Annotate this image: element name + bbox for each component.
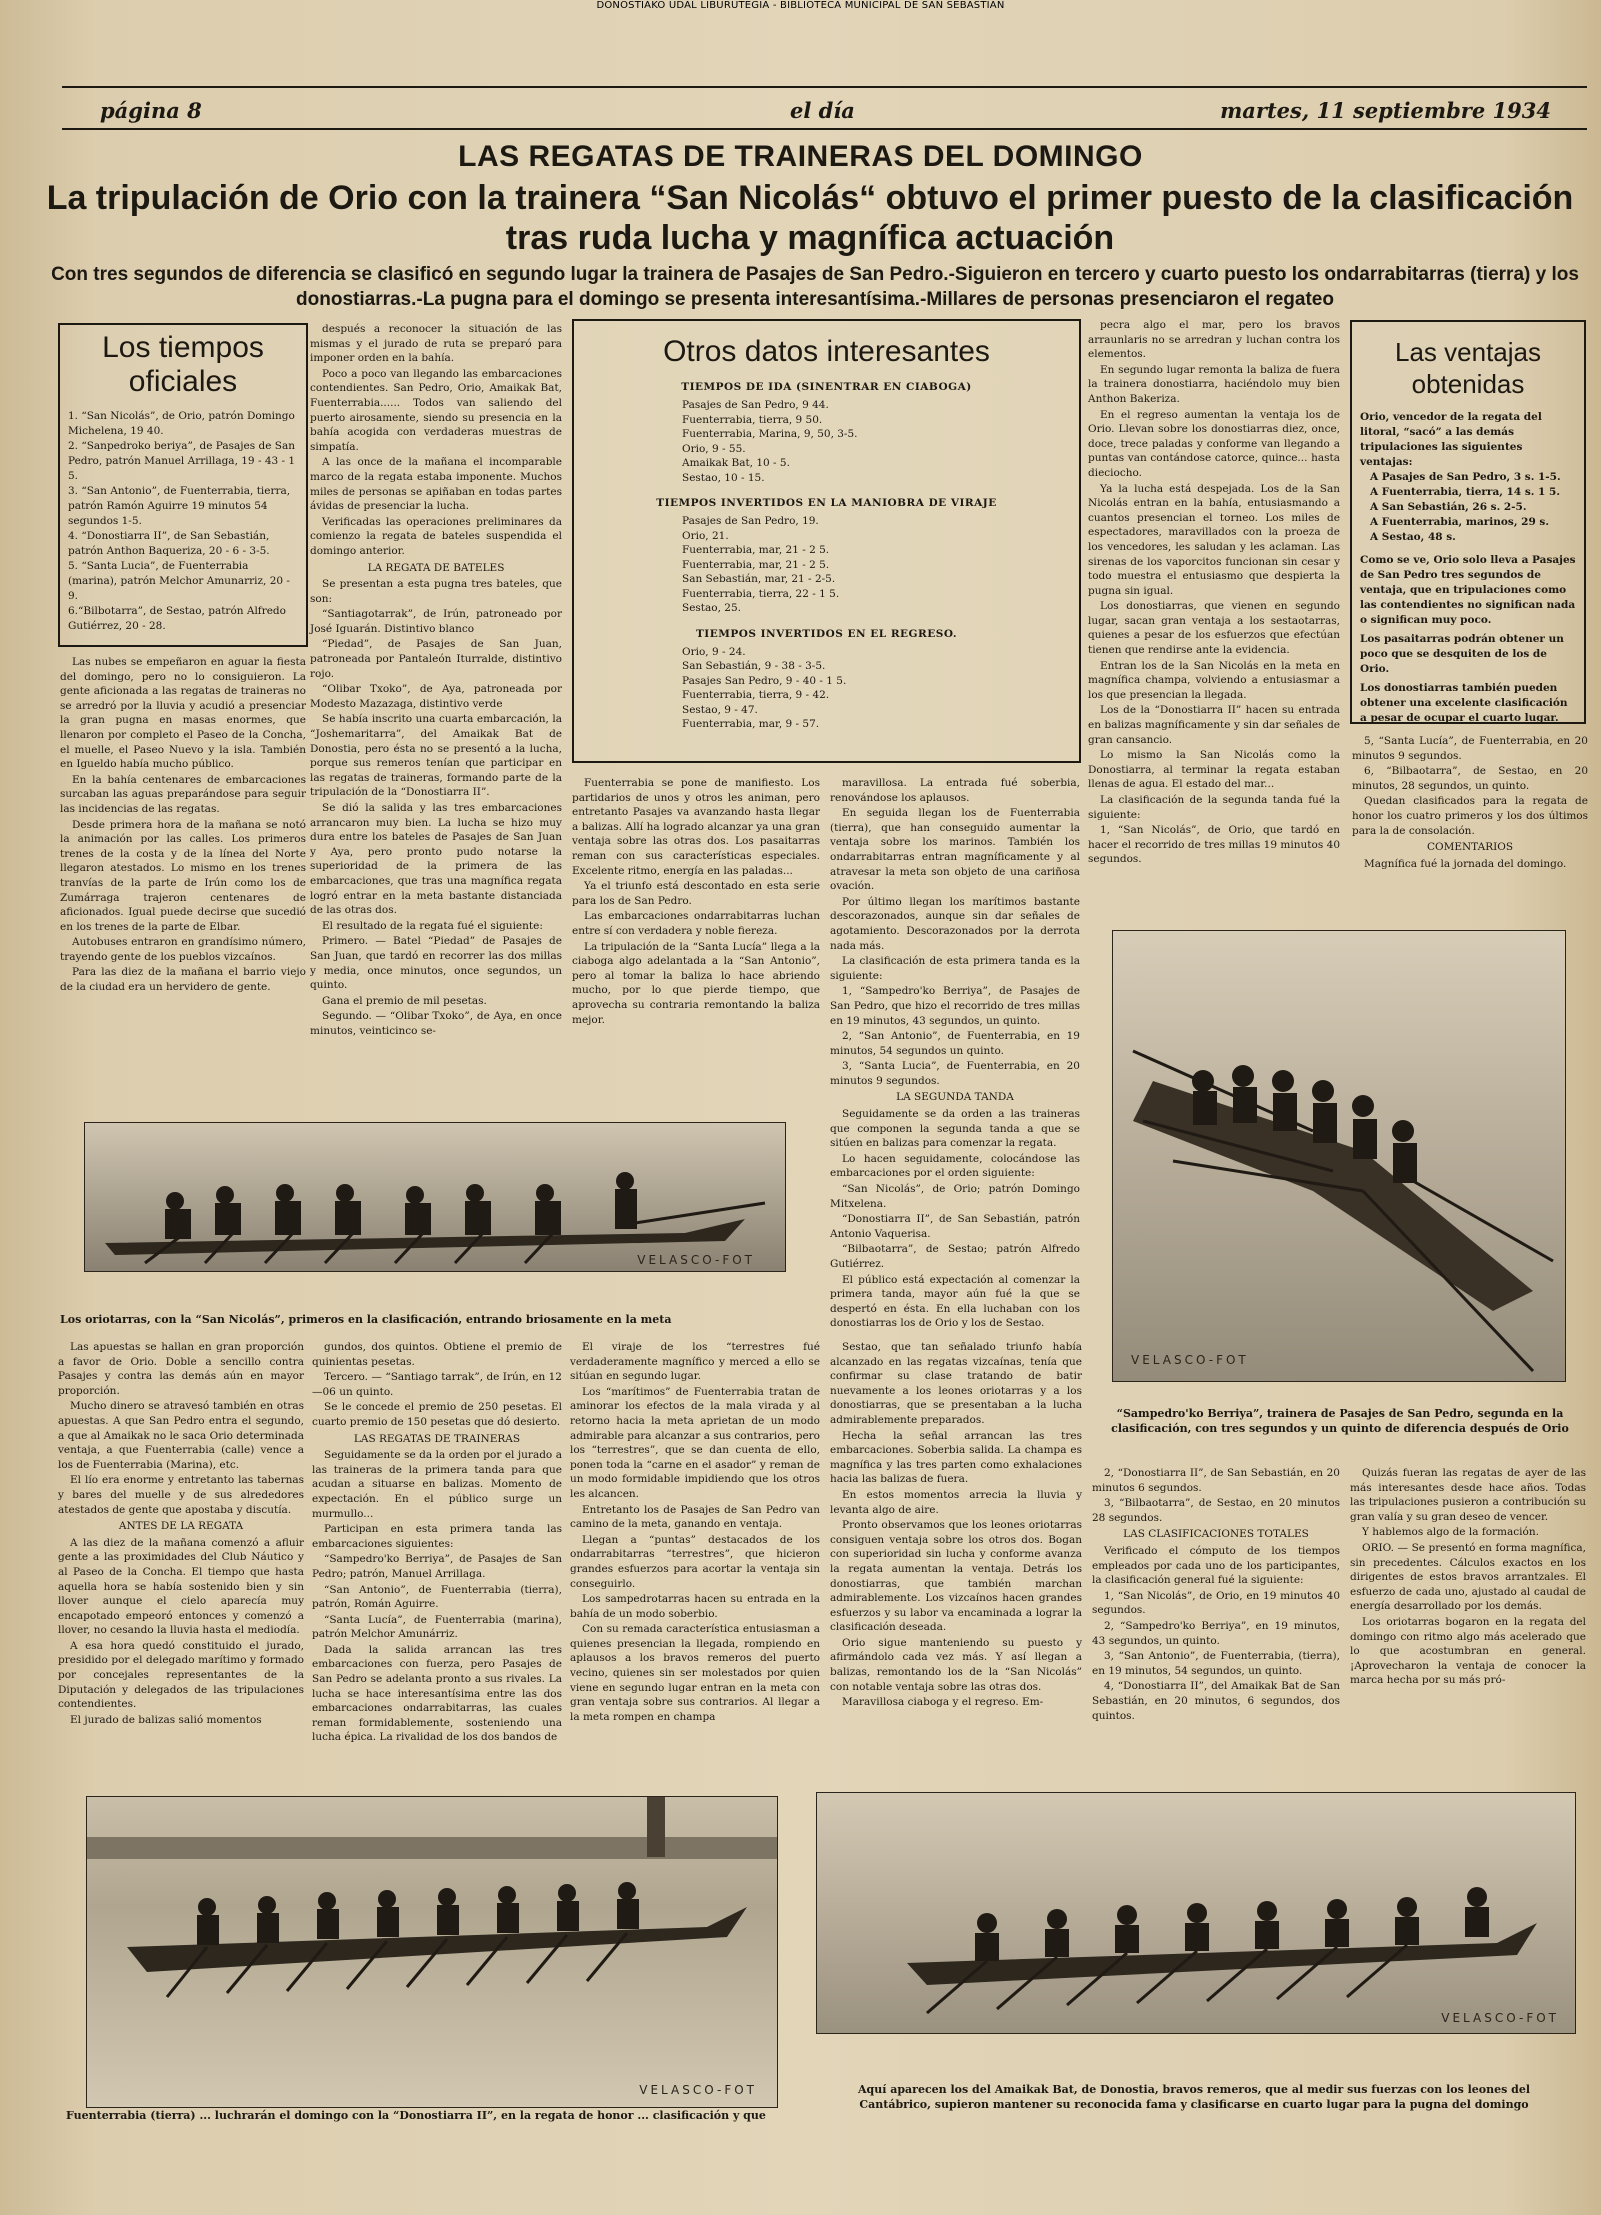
paragraph: 2, “Sampedro'ko Berriya”, en 19 minutos, 43 segundos, un quinto. <box>1092 1619 1340 1647</box>
paragraph: Desde primera hora de la mañana se notó la animación por las calles. Los primeros trenes de la costa y de la línea del Norte llegaron atestados. Lo mismo en los trenes tranvías de la parte de Irún como los de Zumárraga trajeron centenares de aficionados. Igual puede decirse que sucedió en los trenes de la parte de Elbar. <box>60 818 306 933</box>
paragraph: Lo mismo la San Nicolás como la Donostiarra, al terminar la regata estaban llenas de agua. El estado del mar... <box>1088 749 1340 791</box>
tiempos-entry: 1. “San Nicolás”, de Orio, patrón Domingo Michelena, 19 40. <box>68 410 295 437</box>
paragraph: ORIO. — Se presentó en forma magnífica, sin precedentes. Cálculos exactos en los dirigentes de estos bravos arrantzales. El esfuerzo de cada uno, ajustado al caudal de energía desarrollado por los demás. <box>1350 1541 1586 1613</box>
otros-row: Orio, 9 - 55. <box>682 442 746 455</box>
paragraph: maravillosa. La entrada fué soberbia, renovándose los aplausos. <box>830 777 1080 804</box>
paragraph: Las nubes se empeñaron en aguar la fiesta del domingo, pero no lo consiguieron. La gente aficionada a las regatas de traineras no se arredró por la lluvia y acudió a presenciar la gran pugna en masas enormes, que llenaron por completo el Paseo de la Concha, el muelle, el Paseo Nuevo y la isla. También en Igueldo había mucho público. <box>60 656 306 771</box>
ventajas-row: A San Sebastián, 26 s. 2-5. <box>1370 501 1527 513</box>
paragraph: Maravillosa ciaboga y el regreso. Em- <box>842 1696 1044 1709</box>
paragraph: 4, “Donostiarra II”, del Amaikak Bat de San Sebastián, en 20 minutos, 6 segundos, dos quintos. <box>1092 1680 1340 1722</box>
paragraph: “Santiagotarrak”, de Irún, patroneado por José Iguarán. Distintivo blanco <box>310 608 562 635</box>
subheadline: Con tres segundos de diferencia se clasificó en segundo lugar la trainera de Pasajes de San Pedro.-Siguieron en tercero y cuarto puesto los ondarrabitarras (tierra) y los donostiarras.-La pugna para el domingo se presenta interesantísima.-Millares de personas presenciaron el regateo <box>51 264 1579 310</box>
lower-column-2 <box>312 1340 562 1746</box>
paragraph: Hecha la señal arrancan las tres embarcaciones. Soberbia salida. La champa es magnífica y las tres parten como exhalaciones hacia las balizas de fuera. <box>830 1429 1082 1486</box>
header-rule-top <box>62 86 1587 88</box>
rowing-photo-sampedro <box>1113 931 1565 1381</box>
column-2 <box>310 322 562 1040</box>
otros-section-ida: TIEMPOS DE IDA (SINENTRAR EN CIABOGA) <box>681 381 972 393</box>
paragraph: El viraje de los “terrestres fué verdaderamente magnífico y merced a ello se sitúan en segundo lugar. <box>570 1341 820 1383</box>
paragraph: “Bilbaotarra”, de Sestao; patrón Alfredo Gutiérrez. <box>830 1243 1080 1270</box>
paragraph: “Santa Lucía”, de Fuenterrabia (marina), patrón Melchor Amunárriz. <box>312 1613 562 1641</box>
photographer-signature: VELASCO-FOT <box>1131 1353 1249 1367</box>
paragraph: Tercero. — “Santiago tarrak”, de Irún, en 12—06 un quinto. <box>312 1371 562 1398</box>
caption-orio: Los oriotarras, con la “San Nicolás”, primeros en la clasificación, entrando briosamente en la meta <box>60 1313 672 1326</box>
tiempos-oficiales-box <box>58 323 308 647</box>
paragraph: 6, “Bilbaotarra”, de Sestao, en 20 minutos, 28 segundos, un quinto. <box>1352 765 1588 792</box>
paragraph: En seguida llegan los de Fuenterrabia (tierra), que han conseguido aumentar la ventaja sobre los marinos. También los ondarrabitarras entran magníficamente y al atravesar la meta son objeto de una cariñosa ovación. <box>830 807 1080 893</box>
otros-row: Fuenterrabia, tierra, 22 - 1 5. <box>682 587 840 600</box>
paragraph: El jurado de balizas salió momentos <box>70 1713 262 1726</box>
paragraph: Llegan a “puntas” destacados de los ondarrabitarras “terrestres”, que hicieron grandes esfuerzos para acortar la ventaja sin conseguirlo. <box>570 1533 820 1590</box>
photo-amaikak-bat-trainera <box>816 1792 1576 2034</box>
paragraph: En estos momentos arrecia la lluvia y levanta algo de aire. <box>830 1488 1082 1516</box>
paragraph: Los oriotarras bogaron en la regata del domingo con ritmo algo más acelerado que lo que acostumbran en general. ¡Aprovecharon la ventaja de conocer la marca hecha por su más pró- <box>1350 1615 1586 1687</box>
paragraph: Quizás fueran las regatas de ayer de las más interesantes desde hace años. Todas las tripulaciones pusieron a contribución su gran valía y su gran deseo de vencer. <box>1350 1467 1586 1523</box>
paragraph: Por último llegan los marítimos bastante descorazonados, aunque sin dar señales de agotamiento. Descorazonados por la derrota nada más. <box>830 895 1080 952</box>
paragraph: Se presentan a esta pugna tres bateles, que son: <box>310 578 562 605</box>
paragraph: Mucho dinero se atravesó también en otras apuestas. A que San Pedro entra el segundo, a que al Amaikak no le saca Orio determinada ventaja, a que Fuenterrabia (calle) vence a los de Fuenterrabia (Marina), etc. <box>58 1400 304 1471</box>
ventajas-row: A Pasajes de San Pedro, 3 s. 1-5. <box>1370 471 1561 483</box>
otros-section-regreso: TIEMPOS INVERTIDOS EN EL REGRESO. <box>695 627 958 640</box>
paragraph: El lío era enorme y entretanto las tabernas y bares del muelle y de sus alrededores atestados de gente que apostaba y discutía. <box>58 1474 304 1516</box>
paragraph: Lo hacen seguidamente, colocándose las embarcaciones por el orden siguiente: <box>830 1152 1080 1180</box>
paragraph: Se había inscrito una cuarta embarcación, la “Joshemaritarra”, del Amaikak Bat de Donostia, pero ésta no se presentó a la lucha, porque sus remeros tenían que participar en las regatas de traineras, formando parte de la tripulación de la “Donostiarra II”. <box>310 713 562 799</box>
photo-orio-trainera <box>84 1122 786 1272</box>
paragraph: Los “marítimos” de Fuenterrabia tratan de aminorar los efectos de la mala virada y al retorno hacia la meta aprietan de un modo admirable para alcanzar a sus contrarios, pero los “terrestres”, que se dan cuenta de ello, ponen toda la “carne en el asador” y reman de un modo formidable impidiendo que los otros les alcancen. <box>570 1385 820 1500</box>
ventajas-intro: Orio, vencedor de la regata del litoral, “sacó” a las demás tripulaciones las siguientes ventajas: <box>1360 411 1542 468</box>
paragraph: Seguidamente se da orden a las traineras que componen la segunda tanda a que se sitúen en balizas para comenzar la regata. <box>830 1108 1080 1150</box>
paragraph: “San Antonio”, de Fuenterrabia (tierra), patrón, Román Aguirre. <box>312 1583 562 1611</box>
section-heading: ANTES DE LA REGATA <box>118 1520 244 1533</box>
paragraph: Seguidamente se da la orden por el jurado a las traineras de la primera tanda para que acudan a situarse en balizas. Momento de expectación. En el público surge un murmullo... <box>312 1449 562 1520</box>
paragraph: “Sampedro'ko Berriya”, de Pasajes de San Pedro; patrón, Manuel Arrillaga. <box>312 1553 562 1580</box>
otros-title: Otros datos interesantes <box>663 335 990 368</box>
paragraph: Los sampedrotarras hacen su entrada en la bahía de un modo soberbio. <box>570 1593 820 1620</box>
paragraph: Fuenterrabia se pone de manifiesto. Los partidarios de unos y otros les animan, pero entretanto Pasajes va avanzando hasta llegar a balizas. Allí ha logrado alcanzar ya una gran ventaja sobre las otras dos. Los pasaitarras reman con sus características especiales. Excelente ritmo, energía en las paladas... <box>572 777 820 877</box>
otros-row: Sestao, 10 - 15. <box>682 471 765 484</box>
paragraph: El resultado de la regata fué el siguiente: <box>322 919 543 932</box>
photographer-signature: VELASCO-FOT <box>639 2083 757 2097</box>
photographer-signature: VELASCO-FOT <box>1441 2011 1559 2025</box>
paragraph: 1, “Sampedro'ko Berriya”, de Pasajes de San Pedro, que hizo el recorrido de tres millas en 19 minutos, 43 segundos, un quinto. <box>830 985 1080 1027</box>
otros-row: Fuenterrabia, tierra, 9 - 42. <box>682 689 830 701</box>
rowing-photo-orio <box>85 1123 785 1271</box>
otros-row: Fuenterrabia, mar, 21 - 2 5. <box>682 544 830 556</box>
header-rule-bottom <box>62 128 1587 130</box>
paragraph: Gana el premio de mil pesetas. <box>322 994 487 1007</box>
ventajas-box <box>1350 320 1586 724</box>
lower-column-5 <box>1092 1466 1340 1724</box>
paragraph: Se dió la salida y las tres embarcaciones arrancaron muy bien. La lucha se hizo muy dura entre los bateles de Pasajes de San Juan y Aya, pero pronto pudo notarse la superioridad de la primera de las embarcaciones, que tras una magnífica regata logró entrar en la meta bastante distanciada de las otras dos. <box>310 802 562 917</box>
paragraph: Segundo. — “Olibar Txoko”, de Aya, en once minutos, veinticinco se- <box>310 1010 562 1037</box>
paragraph: después a reconocer la situación de las mismas y el jurado de ruta se preparó para imponer orden en la bahía. <box>310 323 562 365</box>
section-heading: LAS REGATAS DE TRAINERAS <box>353 1432 521 1445</box>
paragraph: La clasificación de la segunda tanda fué la siguiente: <box>1088 794 1340 821</box>
otros-row: Amaikak Bat, 10 - 5. <box>682 457 790 469</box>
otros-row: San Sebastián, 9 - 38 - 3-5. <box>682 660 826 672</box>
otros-row: Fuenterrabia, mar, 21 - 2 5. <box>682 558 830 571</box>
paragraph: Orio sigue manteniendo su puesto y afirmándolo cada vez más. Y así llegan a balizas, remontando los de la “San Nicolás” con notable ventaja sobre las otras dos. <box>830 1636 1082 1693</box>
tiempos-title: Los tiempos oficiales <box>102 331 264 398</box>
section-heading: LA REGATA DE BATELES <box>367 561 505 574</box>
kicker-headline: LAS REGATAS DE TRAINERAS DEL DOMINGO <box>458 140 1143 173</box>
paragraph: 1, “San Nicolás”, de Orio, que tardó en hacer el recorrido de tres millas 19 minutos 40 segundos. <box>1088 824 1340 866</box>
paragraph: A las once de la mañana el incomparable marco de la regata estaba imponente. Muchos miles de personas se apiñaban en todas partes ávidas de presenciar la lucha. <box>310 456 562 513</box>
paragraph: Ya la lucha está despejada. Los de la San Nicolás entran en la bahía, entusiasmando a cuantos presencian el torneo. Los miles de espectadores, maravillados con la proeza de los vencedores, les saludan y les aclaman. Las sirenas de los vaporcitos funcionan sin cesar y todo muestra el entusiasmo que despierta la pugna sin igual. <box>1088 482 1340 597</box>
paragraph: Autobuses entraron en grandísimo número, trayendo gente de los pueblos vizcaínos. <box>60 936 306 963</box>
tiempos-entry: 5. “Santa Lucia”, de Fuenterrabia (marina), patrón Melchor Amunarriz, 20 - 9. <box>68 560 290 602</box>
paragraph: 5, “Santa Lucía”, de Fuenterrabia, en 20 minutos 9 segundos. <box>1352 735 1588 762</box>
paragraph: Poco a poco van llegando las embarcaciones contendientes. San Pedro, Orio, Amaikak Bat, Fuenterrabia...... Todos van saliendo del puerto airosamente, siendo su presencia en la bahía acogida con verdaderas muestras de simpatía. <box>310 367 562 453</box>
paragraph: La clasificación de esta primera tanda es la siguiente: <box>830 955 1080 982</box>
paragraph: El público está expectación al comenzar la primera tanda, mayor aún fué la que se despertó en ésta. En ella luchaban con los donostiarras los de Orio y los de Sestao. <box>830 1273 1080 1330</box>
otros-row: Pasajes San Pedro, 9 - 40 - 1 5. <box>682 674 847 687</box>
page-number: página 8 <box>100 98 202 123</box>
column-1 <box>60 655 306 996</box>
caption-sampedro: “Sampedro'ko Berriya”, trainera de Pasajes de San Pedro, segunda en la clasificación, con tres segundos y un quinto de diferencia después de Orio <box>1111 1407 1569 1435</box>
otros-row: Fuenterrabia, tierra, 9 50. <box>682 413 823 426</box>
paragraph: Las apuestas se hallan en gran proporción a favor de Orio. Doble a sencillo contra Pasajes y contra las demás aún en mayor proporción. <box>58 1341 304 1397</box>
paragraph: 2, “Donostiarra II”, de San Sebastián, en 20 minutos 6 segundos. <box>1092 1467 1340 1494</box>
column-5 <box>1088 318 1340 868</box>
paragraph: Verificadas las operaciones preliminares da comienzo la regata de bateles suspendida el domingo anterior. <box>310 515 562 557</box>
ventajas-paragraph: Los donostiarras también pueden obtener una excelente clasificación a pesar de ocupar el cuarto lugar. <box>1360 682 1568 724</box>
otros-datos-box <box>572 319 1081 763</box>
tiempos-entry: 3. “San Antonio”, de Fuenterrabia, tierra, patrón Ramón Aguirre 19 minutos 54 segundos 1-5. <box>68 485 291 527</box>
lower-column-1 <box>58 1340 304 1728</box>
paragraph: “Olibar Txoko”, de Aya, patroneada por Modesto Mazazaga, distintivo verde <box>310 683 562 710</box>
otros-row: Sestao, 25. <box>682 602 741 614</box>
paragraph: Entretanto los de Pasajes de San Pedro van camino de la meta, ganando en ventaja. <box>570 1503 820 1531</box>
ventajas-title: Las ventajas obtenidas <box>1395 337 1541 399</box>
ventajas-row: A Sestao, 48 s. <box>1370 531 1456 543</box>
paragraph: Participan en esta primera tanda las embarcaciones siguientes: <box>312 1523 562 1550</box>
column-4 <box>830 776 1080 1332</box>
paragraph: En el regreso aumentan la ventaja los de Orio. Llevan sobre los donostiarras diez, once, doce, trece paladas y conforme van llegando a puntas van contándose catorce, quince... hasta dieciocho. <box>1088 408 1340 479</box>
paragraph: 2, “San Antonio”, de Fuenterrabia, en 19 minutos, 54 segundos un quinto. <box>830 1030 1080 1057</box>
newspaper-name: el día <box>790 98 855 123</box>
column-6 <box>1352 734 1588 872</box>
paragraph: A las diez de la mañana comenzó a afluir gente a las proximidades del Club Náutico y al Paseo de la Concha. El tiempo que hasta aquella hora se había sostenido bien y sin llover aunque el cielo aparecía muy encapotado empeoró entonces y comenzó a llover, no cesando la lluvia hasta el mediodía. <box>58 1536 304 1637</box>
paragraph: La tripulación de la “Santa Lucía” llega a la ciaboga algo adelantada a la “San Antonio”, pero al tomar la baliza lo hace abriendo mucho, por lo que pierde tiempo, que aprovecha su contraria remontando la baliza mejor. <box>572 940 820 1026</box>
library-watermark: DONOSTIAKO UDAL LIBURUTEGIA - BIBLIOTECA MUNICIPAL DE SAN SEBASTIAN <box>596 0 1005 11</box>
paragraph: 1, “San Nicolás”, de Orio, en 19 minutos 40 segundos. <box>1092 1589 1340 1617</box>
otros-row: Pasajes de San Pedro, 9 44. <box>682 399 829 411</box>
paragraph: Quedan clasificados para la regata de honor los cuatro primeros y los dos últimos para la de consolación. <box>1352 795 1588 837</box>
ventajas-row: A Fuenterrabia, marinos, 29 s. <box>1370 516 1549 528</box>
tiempos-entry: 6.“Bilbotarra”, de Sestao, patrón Alfredo Gutiérrez, 20 - 28. <box>68 605 286 632</box>
paragraph: gundos, dos quintos. Obtiene el premio de quinientas pesetas. <box>312 1341 562 1368</box>
tiempos-entry: 2. “Sanpedroko beriya”, de Pasajes de San Pedro, patrón Manuel Arrillaga, 19 - 43 - 1 5. <box>68 440 296 482</box>
paragraph: Primero. — Batel “Piedad” de Pasajes de San Juan, que tardó en recorrer las dos millas y media, once minutos, once segundos, un quinto. <box>310 935 562 992</box>
main-headline: La tripulación de Orio con la trainera “San Nicolás“ obtuvo el primer puesto de la clasificación tras ruda lucha y magnífica actuación <box>46 179 1574 257</box>
paragraph: A esa hora quedó constituido el jurado, presidido por el delegado marítimo y formado por concejales representantes de la Diputación y delegados de las tripulaciones contendientes. <box>58 1639 304 1711</box>
lower-column-3 <box>570 1340 820 1725</box>
paragraph: Y hablemos algo de la formación. <box>1362 1526 1539 1539</box>
paragraph: Para las diez de la mañana el barrio viejo de la ciudad era un hervidero de gente. <box>60 966 306 994</box>
otros-row: San Sebastián, mar, 21 - 2-5. <box>682 573 836 585</box>
caption-amaikak-bat: Aquí aparecen los del Amaikak Bat, de Donostia, bravos remeros, que al medir sus fuerzas con los leones del Cantábrico, supieron mantener su reconocida fama y clasificarse en cuarto lugar para la pugna del domingo <box>857 2083 1531 2111</box>
paragraph: Los donostiarras, que vienen en segundo lugar, sacan gran ventaja a los sestaotarras, quienes a pesar de los esfuerzos que efectúan tienen que rendirse ante la evidencia. <box>1088 600 1340 657</box>
otros-row: Orio, 21. <box>682 529 729 542</box>
otros-row: Pasajes de San Pedro, 19. <box>682 515 819 527</box>
rowing-photo-fuenterrabia <box>87 1797 777 2107</box>
paragraph: Verificado el cómputo de los tiempos empleados por cada uno de los participantes, la clasificación general fué la siguiente: <box>1092 1544 1340 1587</box>
column-3 <box>572 776 820 1028</box>
photographer-signature: VELASCO-FOT <box>637 1253 755 1267</box>
photo-sampedro-trainera <box>1112 930 1566 1382</box>
paragraph: 3, “San Antonio”, de Fuenterrabia, (tierra), en 19 minutos, 54 segundos, un quinto. <box>1092 1650 1340 1677</box>
photo-fuenterrabia-trainera <box>86 1796 778 2108</box>
paragraph: Se le concede el premio de 250 pesetas. El cuarto premio de 150 pesetas que dó desierto. <box>312 1401 562 1428</box>
paragraph: En la bahía centenares de embarcaciones surcaban las aguas preparándose para seguir las incidencias de las regatas. <box>60 773 306 815</box>
paragraph: Ya el triunfo está descontado en esta serie para los de San Pedro. <box>572 880 820 907</box>
paragraph: En segundo lugar remonta la baliza de fuera la trainera donostiarra, haciéndolo muy bien Anthon Bakeriza. <box>1088 363 1340 405</box>
paragraph: Con su remada característica entusiasman a quienes presencian la llegada, rompiendo en aplausos a los bravos remeros del puerto vecino, quienes sin ser molestados por quien viene en segundo lugar entran en la meta con gran ventaja sobre sus contrarios. Al llegar a la meta rompen en champa <box>570 1623 820 1723</box>
otros-row: Fuenterrabia, Marina, 9, 50, 3-5. <box>682 428 858 440</box>
ventajas-paragraph: Como se ve, Orio solo lleva a Pasajes de San Pedro tres segundos de ventaja, que en tripulaciones como las contendientes no significan nada o significan muy poco. <box>1360 554 1576 626</box>
paragraph: 3, “Santa Lucia”, de Fuenterrabia, en 20 minutos 9 segundos. <box>830 1060 1080 1087</box>
issue-date: martes, 11 septiembre 1934 <box>1220 98 1551 123</box>
section-heading: LAS CLASIFICACIONES TOTALES <box>1123 1528 1309 1541</box>
otros-row: Fuenterrabia, mar, 9 - 57. <box>682 718 820 730</box>
lower-column-4 <box>830 1340 1082 1711</box>
section-heading: LA SEGUNDA TANDA <box>896 1091 1014 1104</box>
ventajas-paragraph: Los pasaitarras podrán obtener un poco que se desquiten de los de Orio. <box>1360 633 1564 675</box>
paragraph: “Donostiarra II”, de San Sebastián, patrón Antonio Vaquerisa. <box>830 1213 1080 1240</box>
paragraph: Los de la “Donostiarra II” hacen su entrada en balizas magníficamente y sin dar señales de gran cansancio. <box>1088 704 1340 746</box>
ventajas-row: A Fuenterrabia, tierra, 14 s. 1 5. <box>1370 486 1560 498</box>
paragraph: Las embarcaciones ondarrabitarras luchan entre sí con verdadera y noble fiereza. <box>572 910 820 937</box>
paragraph: Entran los de la San Nicolás en la meta en magnífica champa, volviendo a entusiasmar a los que presencian la llegada. <box>1088 659 1340 701</box>
paragraph: Sestao, que tan señalado triunfo había alcanzado en las regatas vizcaínas, tenía que confirmar su clase tratando de batir nuevamente a los leones oriotarras y a los donostiarras, que se presentaban a la lucha admirablemente preparados. <box>830 1341 1082 1426</box>
paragraph: “San Nicolás”, de Orio; patrón Domingo Mitxelena. <box>830 1183 1080 1210</box>
paragraph: 3, “Bilbaotarra”, de Sestao, en 20 minutos 28 segundos. <box>1092 1497 1340 1524</box>
paragraph: “Piedad”, de Pasajes de San Juan, patroneada por Pantaleón Iturralde, distintivo rojo. <box>310 638 562 680</box>
otros-row: Sestao, 9 - 47. <box>682 703 758 716</box>
tiempos-entry: 4. “Donostiarra II”, de San Sebastián, patrón Anthon Baqueriza, 20 - 6 - 3-5. <box>68 530 270 557</box>
paragraph: pecra algo el mar, pero los bravos arraunlaris no se arredran y luchan contra los elementos. <box>1088 319 1340 361</box>
otros-section-viraje: TIEMPOS INVERTIDOS EN LA MANIOBRA DE VIRAJE <box>656 497 997 509</box>
paragraph: Pronto observamos que los leones oriotarras consiguen ventaja sobre los otros dos. Bogan con superioridad sin lucha y conforme avanza la regata aumentan la ventaja. Detrás los donostiarras, que también marchan admirablemente. Los vizcaínos hacen grandes esfuerzos y su labor va encaminada a lograr la clasificación deseada. <box>830 1519 1082 1634</box>
otros-row: Orio, 9 - 24. <box>682 645 746 658</box>
paragraph: Magnífica fué la jornada del domingo. <box>1364 857 1567 870</box>
rowing-photo-amaikak <box>817 1793 1575 2033</box>
caption-fuenterrabia: Fuenterrabia (tierra) ... luchrarán el domingo con la “Donostiarra II”, en la regata de honor ... clasificación y que <box>66 2109 766 2122</box>
paragraph: Dada la salida arrancan las tres embarcaciones con fuerza, pero Pasajes de San Pedro se adelanta pronto a sus rivales. La lucha se hace interesantísima entre las dos embarcaciones ondarrabitarras, las cuales reman formidablemente, sosteniendo una lucha épica. La rivalidad de los dos bandos de <box>312 1643 562 1744</box>
lower-column-6 <box>1350 1466 1586 1689</box>
section-heading: COMENTARIOS <box>1426 841 1514 854</box>
